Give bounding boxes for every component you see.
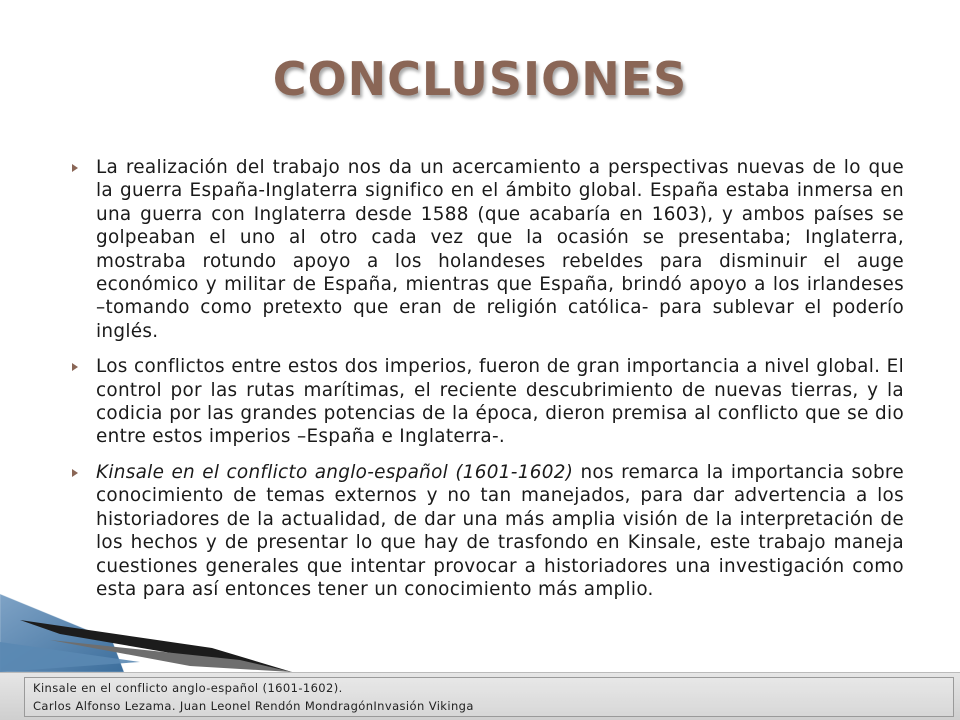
- bullet-paragraph-1: [72, 156, 904, 343]
- bullet-paragraph-3: [72, 461, 904, 601]
- bullet-arrow-icon: [72, 469, 78, 477]
- paragraph-text: La realización del trabajo nos da un acercamiento a perspectivas nuevas de lo que la guerra España-Inglaterra significo en el ámbito global. España estaba inmersa en una guerra con Inglaterra desde 1588 (que acabaría en 1603), y ambos países se golpeaban el uno al otro cada vez que la ocasión se presentaba; Inglaterra, mostraba rotundo apoyo a los holandeses rebeldes para disminuir el auge económico y militar de España, mientras que España, brindó apoyo a los irlandeses –tomando como pretexto que eran de religión católica- para sublevar el poderío inglés.: [96, 157, 904, 342]
- paragraph-text: Los conflictos entre estos dos imperios, fueron de gran importancia a nivel global. El control por las rutas marítimas, el reciente descubrimiento de nuevas tierras, y la codicia por las grandes potencias de la época, dieron premisa al conflicto que se dio entre estos imperios –España e Inglaterra-.: [96, 356, 904, 448]
- decorative-swoosh-icon: [0, 590, 300, 682]
- footer-box: [24, 677, 954, 717]
- work-title-italic: Kinsale en el conflicto anglo-español (1601-1602): [96, 461, 574, 483]
- slide-content: [72, 156, 904, 613]
- footer-line-1: Kinsale en el conflicto anglo-español (1601-1602).: [33, 681, 343, 695]
- bullet-arrow-icon: [72, 363, 78, 371]
- bullet-paragraph-2: [72, 355, 904, 449]
- bullet-arrow-icon: [72, 164, 78, 172]
- paragraph-text: nos remarca la importancia sobre conocimiento de temas externos y no tan manejados, para dar advertencia a los historiadores de la actualidad, de dar una más amplia visión de la interpretación de los hechos y de presentar lo que hay de trasfondo en Kinsale, este trabajo maneja cuestiones generales que intentar provocar a historiadores una investigación como esta para así entonces tener un conocimiento más amplio.: [96, 461, 904, 600]
- footer-line-2: Carlos Alfonso Lezama. Juan Leonel Rendón MondragónInvasión Vikinga: [33, 699, 474, 713]
- footer-bar: [0, 672, 960, 720]
- slide-title: CONCLUSIONES: [272, 52, 688, 106]
